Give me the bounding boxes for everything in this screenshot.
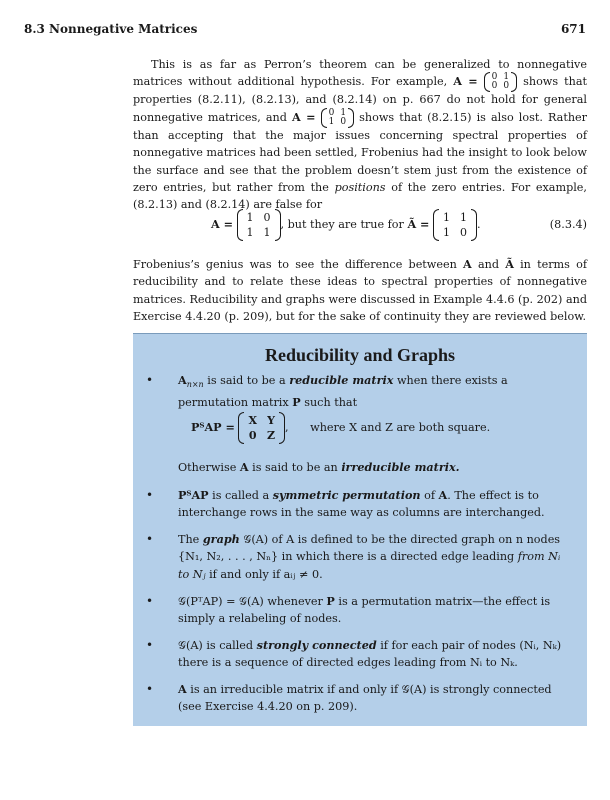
definition-box xyxy=(133,333,587,726)
matrix-A: 1 0 1 1 xyxy=(237,210,281,240)
bullet-graph: • The graph 𝒢(A) of A is defined to be the directed graph on n nodes {N₁, N₂, . . . , Nₙ} in which there is a directed edge leading from Nᵢ to Nⱼ if and only if aᵢⱼ ≠ 0. xyxy=(178,531,564,583)
bullet-strongly-connected: • 𝒢(A) is called strongly connected if for each pair of nodes (Nᵢ, Nₖ) there is a sequence of directed edges leading from Nᵢ to Nₖ. xyxy=(178,637,564,672)
matrix-example-2: 0 1 1 0 xyxy=(321,109,354,127)
paragraph-perron-intro: This is as far as Perron’s theorem can be generalized to nonnegative matrices without additional hypothesis. For example, A = 0 1 0 0 shows that properties (8.2.11), (8.2.13), and (8.2.14) on p. 667 do not hold for general nonnegative matrices, and A = 0 1 1 0 shows that (8.2.15) is also lost. Rather than accepting that the major issues concerning spectral properties of nonnegative matrices had been settled, Frobenius had the insight to look below the surface and see that the problem doesn’t stem just from the existence of zero entries, but rather from the positions of the zero entries. For example, (8.2.13) and (8.2.14) are false for xyxy=(133,58,587,212)
term-symmetric-permutation: symmetric permutation xyxy=(272,488,421,502)
bullet-reducible: • $A_{n\times n}$ is said to be a reducible matrix when there exists a permutation matrix P such that xyxy=(178,372,564,411)
term-irreducible-matrix: irreducible matrix. xyxy=(341,460,460,474)
matrix-A-label: A = xyxy=(453,74,478,89)
equation-number: (8.3.4) xyxy=(549,218,587,231)
display-block-form: PᵀAP = X Y 0 Z , where X and Z are both square. xyxy=(191,414,491,442)
bullet-irreducible-iff: • A is an irreducible matrix if and only if 𝒢(A) is strongly connected (see Exercise 4.4.20 on p. 209). xyxy=(178,681,564,716)
term-reducible-matrix: reducible matrix xyxy=(289,373,394,387)
term-strongly-connected: strongly connected xyxy=(256,638,377,652)
bullet-relabeling: • 𝒢(PᵀAP) = 𝒢(A) whenever P is a permutation matrix—the effect is simply a relabeling of nodes. xyxy=(178,593,564,628)
page-number: 671 xyxy=(560,22,586,36)
bullet-symmetric-permutation: • PᵀAP is called a symmetric permutation of A. The effect is to interchange rows in the same way as columns are interchanged. xyxy=(178,487,564,522)
matrix-example-1: 0 1 0 0 xyxy=(484,73,517,91)
term-graph: graph xyxy=(202,532,240,546)
matrix-block: X Y 0 Z xyxy=(238,413,285,443)
paragraph-frobenius: Frobenius’s genius was to see the difference between A and Ã in terms of reducibility and to relate these ideas to spectral properties of nonnegative matrices. Reducibility and graphs were discussed in Example 4.4.6 (p. 202) and Exercise 4.4.20 (p. 209), but for the sake of continuity they are reviewed below. xyxy=(133,257,587,324)
running-header xyxy=(24,22,586,38)
box-title: Reducibility and Graphs xyxy=(264,345,456,365)
section-title: 8.3 Nonnegative Matrices xyxy=(24,22,198,36)
emphasis-positions: positions xyxy=(334,181,386,195)
matrix-A-tilde: 1 1 1 0 xyxy=(433,210,477,240)
equation-8-3-4: A = 1 0 1 1 , but they are true for Ã = 1 1 1 0 . (8.3.4) xyxy=(211,211,587,239)
otherwise-irreducible: Otherwise A is said to be an irreducible matrix. xyxy=(178,460,460,474)
